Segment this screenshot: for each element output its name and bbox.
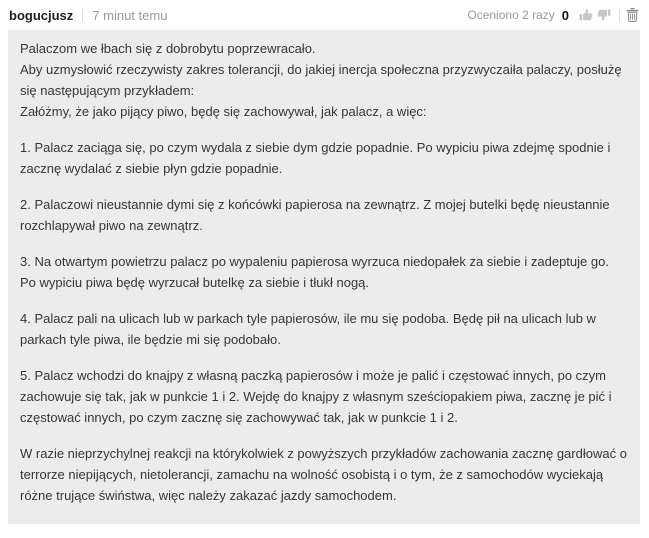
comment-paragraph: W razie nieprzychylnej reakcji na którykolwiek z powyższych przykładów zachowania zacznę gardłować o terrorze niepijących, nietolerancji, zamachu na wolność osobistą i o tym, że z samochodów wyciekają różne trujące świństwa, więc należy zakazać jazdy samochodem. — [20, 446, 627, 503]
comment-body — [8, 30, 640, 524]
thumb-down-button[interactable] — [597, 8, 611, 22]
comment-intro — [20, 38, 628, 122]
thumb-down-icon — [597, 8, 611, 22]
comment-paragraph: 4. Palacz pali na ulicach lub w parkach tyle papierosów, ile mu się podoba. Będę pił na ulicach lub w parkach tyle piwa, ile będzie mi się podobało. — [20, 311, 596, 347]
thumb-up-icon — [579, 8, 593, 22]
comment-header — [0, 0, 649, 30]
timestamp: 7 minut temu — [92, 7, 168, 23]
comment-paragraph: 3. Na otwartym powietrzu palacz po wypaleniu papierosa wyrzuca niedopałek za siebie i zadeptuje go. Po wypiciu piwa będę wyrzucał butelkę za siebie i tłukł nogą. — [20, 254, 609, 290]
rating-count: 0 — [561, 7, 569, 23]
comment-intro-line: Aby uzmysłowić rzeczywisty zakres tolerancji, do jakiej inercja społeczna przyzwyczaiła palaczy, posłużę się następującym przykładem: — [20, 62, 622, 98]
comment-paragraphs — [20, 137, 628, 506]
delete-button[interactable] — [626, 8, 639, 22]
thumb-up-button[interactable] — [579, 8, 593, 22]
comment-paragraph: 1. Palacz zaciąga się, po czym wydala z siebie dym gdzie popadnie. Po wypiciu piwa zdejmę spodnie i zacznę wydalać z siebie płyn gdzie popadnie. — [20, 140, 611, 176]
comment-intro-line: Załóżmy, że jako pijący piwo, będę się zachowywał, jak palacz, a więc: — [20, 104, 427, 119]
comment-paragraph: 2. Palaczowi nieustannie dymi się z końcówki papierosa na zewnątrz. Z mojej butelki będę nieustannie rozchlapywał piwo na zewnątrz. — [20, 197, 610, 233]
icons-separator — [619, 9, 620, 21]
rating-label: Oceniono 2 razy — [467, 8, 555, 22]
username-link[interactable]: bogucjusz — [9, 7, 74, 23]
rating-controls — [467, 8, 639, 23]
trash-icon — [626, 8, 639, 22]
header-separator — [82, 9, 83, 22]
comment-paragraph: 5. Palacz wchodzi do knajpy z własną paczką papierosów i może je palić i częstować innych, po czym zachowuje się tak, jak w punkcie 1 i 2. Wejdę do knajpy z własnym sześciopakiem piwa, zacznę je pić i częstować innych, po czym zacznę się zachowywać tak, jak w punkcie 1 i 2. — [20, 368, 612, 425]
comment-intro-line: Palaczom we łbach się z dobrobytu poprzewracało. — [20, 41, 316, 56]
